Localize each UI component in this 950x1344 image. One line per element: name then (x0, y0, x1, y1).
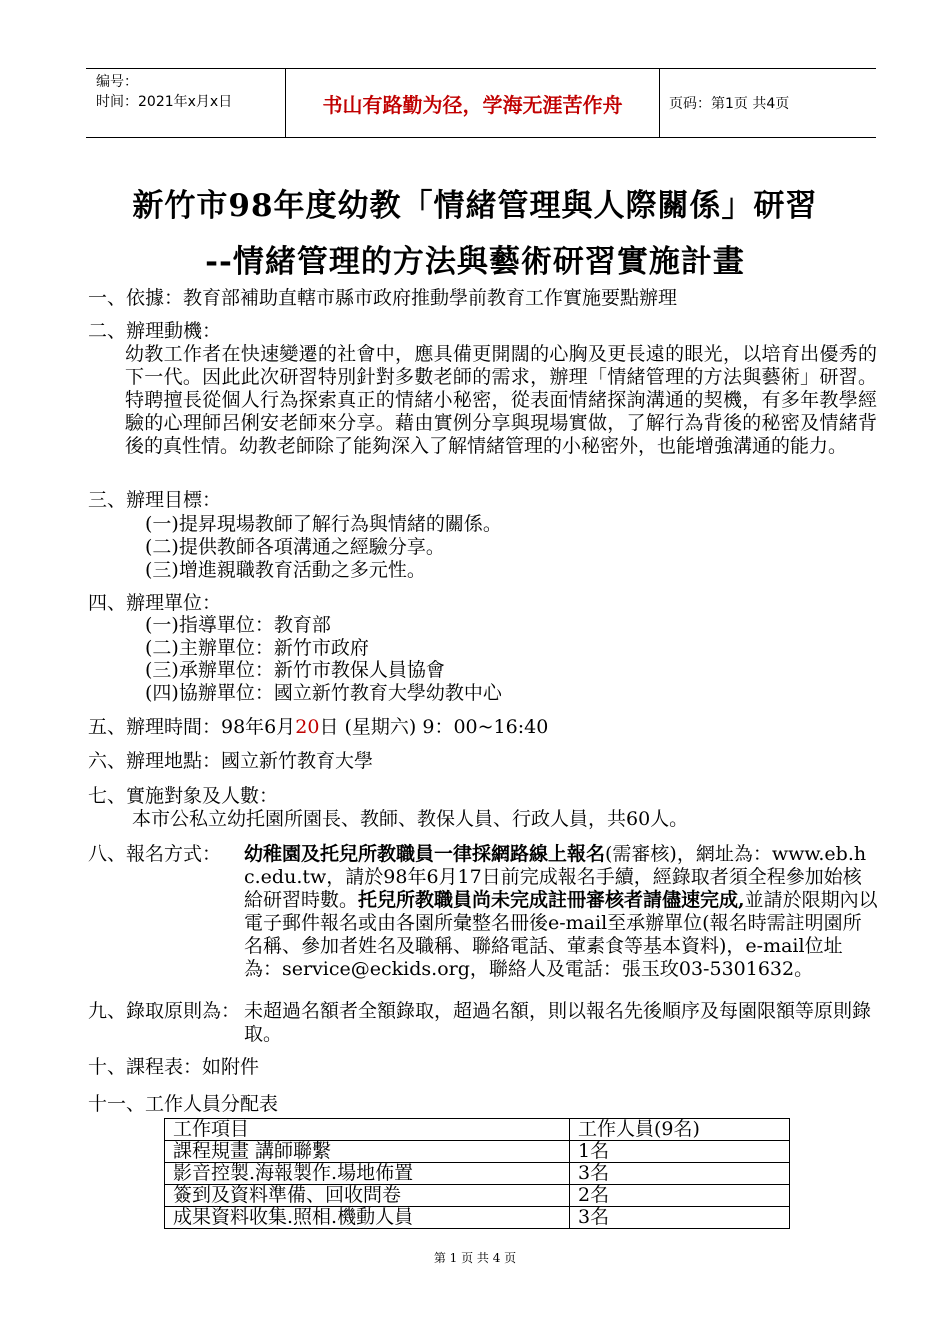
section-9-body: 未超過名額者全額錄取，超過名額，則以報名先後順序及每園限額等原則錄取。 (244, 1000, 872, 1045)
unit-item: (三)承辦單位：新竹市教保人員協會 (145, 659, 445, 681)
goal-item: (三)增進親職教育活動之多元性。 (145, 559, 426, 581)
title-line-2: --情緒管理的方法與藝術研習實施計畫 (205, 244, 745, 280)
table-header-cell: 工作項目 (165, 1119, 570, 1141)
section-11: 十一、工作人員分配表 (88, 1093, 279, 1115)
header-motto: 书山有路勤为径，学海无涯苦作舟 (286, 69, 660, 137)
number-label: 编号： (96, 74, 138, 90)
document-header (86, 68, 876, 138)
section-1: 一、依據：教育部補助直轄市縣市政府推動學前教育工作實施要點辦理 (88, 287, 678, 309)
table-cell: 成果資料收集.照相.機動人員 (165, 1207, 570, 1229)
time-label: 时间：2021年x月x日 (96, 94, 233, 110)
table-cell: 3名 (570, 1163, 790, 1185)
table-cell: 3名 (570, 1207, 790, 1229)
section-5-day: 20 (295, 716, 320, 738)
section-2-heading: 二、辦理動機： (88, 320, 222, 342)
staff-table (164, 1118, 790, 1229)
table-cell: 1名 (570, 1141, 790, 1163)
section-2-body: 幼教工作者在快速變遷的社會中，應具備更開闊的心胸及更長遠的眼光，以培育出優秀的下一代。因此此次研習特別針對多數老師的需求，辦理「情緒管理的方法與藝術」研習。特聘擅長從個人行為探索真正的情緒小秘密，從表面情緒探詢溝通的契機，有多年教學經驗的心理師呂俐安老師來分享。藉由實例分享與現場實做，了解行為背後的秘密及情緒背後的真性情。幼教老師除了能夠深入了解情緒管理的小秘密外，也能增強溝通的能力。 (125, 343, 877, 457)
section-3-heading: 三、辦理目標： (88, 489, 222, 511)
unit-item: (四)協辦單位：國立新竹教育大學幼教中心 (145, 682, 502, 704)
unit-item: (二)主辦單位：新竹市政府 (145, 637, 369, 659)
section-8-label: 八、報名方式： (88, 843, 222, 865)
goal-item: (一)提昇現場教師了解行為與情緒的關係。 (145, 513, 502, 535)
table-cell: 2名 (570, 1185, 790, 1207)
goal-item: (二)提供教師各項溝通之經驗分享。 (145, 536, 445, 558)
section-5-prefix: 五、辦理時間：98年6月 (88, 716, 296, 738)
section-5 (88, 716, 548, 739)
section-8-text-1: (需審核)，網址為：www.eb.hc.edu.tw，請於98年6月17日前完成報名手續，經錄取者須全程參加始核給研習時數。 (244, 843, 867, 911)
section-10: 十、課程表：如附件 (88, 1056, 260, 1078)
section-5-suffix: 日 (星期六) 9：00~16:40 (319, 716, 549, 738)
section-4-heading: 四、辦理單位： (88, 592, 222, 614)
table-cell: 簽到及資料準備、回收問卷 (165, 1185, 570, 1207)
section-9-label: 九、錄取原則為： (88, 1000, 241, 1022)
table-row (165, 1141, 790, 1163)
table-cell: 影音控製.海報製作.場地佈置 (165, 1163, 570, 1185)
header-page-label: 页码：第1页 共4页 (669, 96, 790, 112)
header-meta (86, 69, 286, 137)
section-8-bold-2: 托兒所教職員尚未完成註冊審核者請儘速完成, (358, 889, 745, 911)
section-7-heading: 七、實施對象及人數： (88, 785, 279, 807)
table-row (165, 1207, 790, 1229)
section-8-bold-1: 幼稚園及托兒所教職員一律採網路線上報名 (244, 843, 606, 865)
section-8-body (244, 843, 880, 981)
table-header-cell: 工作人員(9名) (570, 1119, 790, 1141)
table-row (165, 1185, 790, 1207)
unit-item: (一)指導單位：教育部 (145, 614, 331, 636)
table-cell: 課程規畫 講師聯繫 (165, 1141, 570, 1163)
section-7-body: 本市公私立幼托園所園長、教師、教保人員、行政人員，共60人。 (132, 808, 689, 830)
table-row (165, 1163, 790, 1185)
section-8-text-2: 並請於限期內以電子郵件報名或由各園所彙整名冊後e-mail至承辦單位(報名時需註明園所名稱、參加者姓名及職稱、聯絡電話、葷素食等基本資料)，e-mail位址為：service@eckids.org，聯絡人及電話：張玉玫03-5301632。 (244, 889, 878, 980)
page-footer: 第 1 页 共 4 页 (433, 1251, 517, 1265)
table-header-row (165, 1119, 790, 1141)
title-line-1: 新竹市98年度幼教「情緒管理與人際關係」研習 (132, 188, 818, 224)
section-6: 六、辦理地點：國立新竹教育大學 (88, 750, 374, 772)
